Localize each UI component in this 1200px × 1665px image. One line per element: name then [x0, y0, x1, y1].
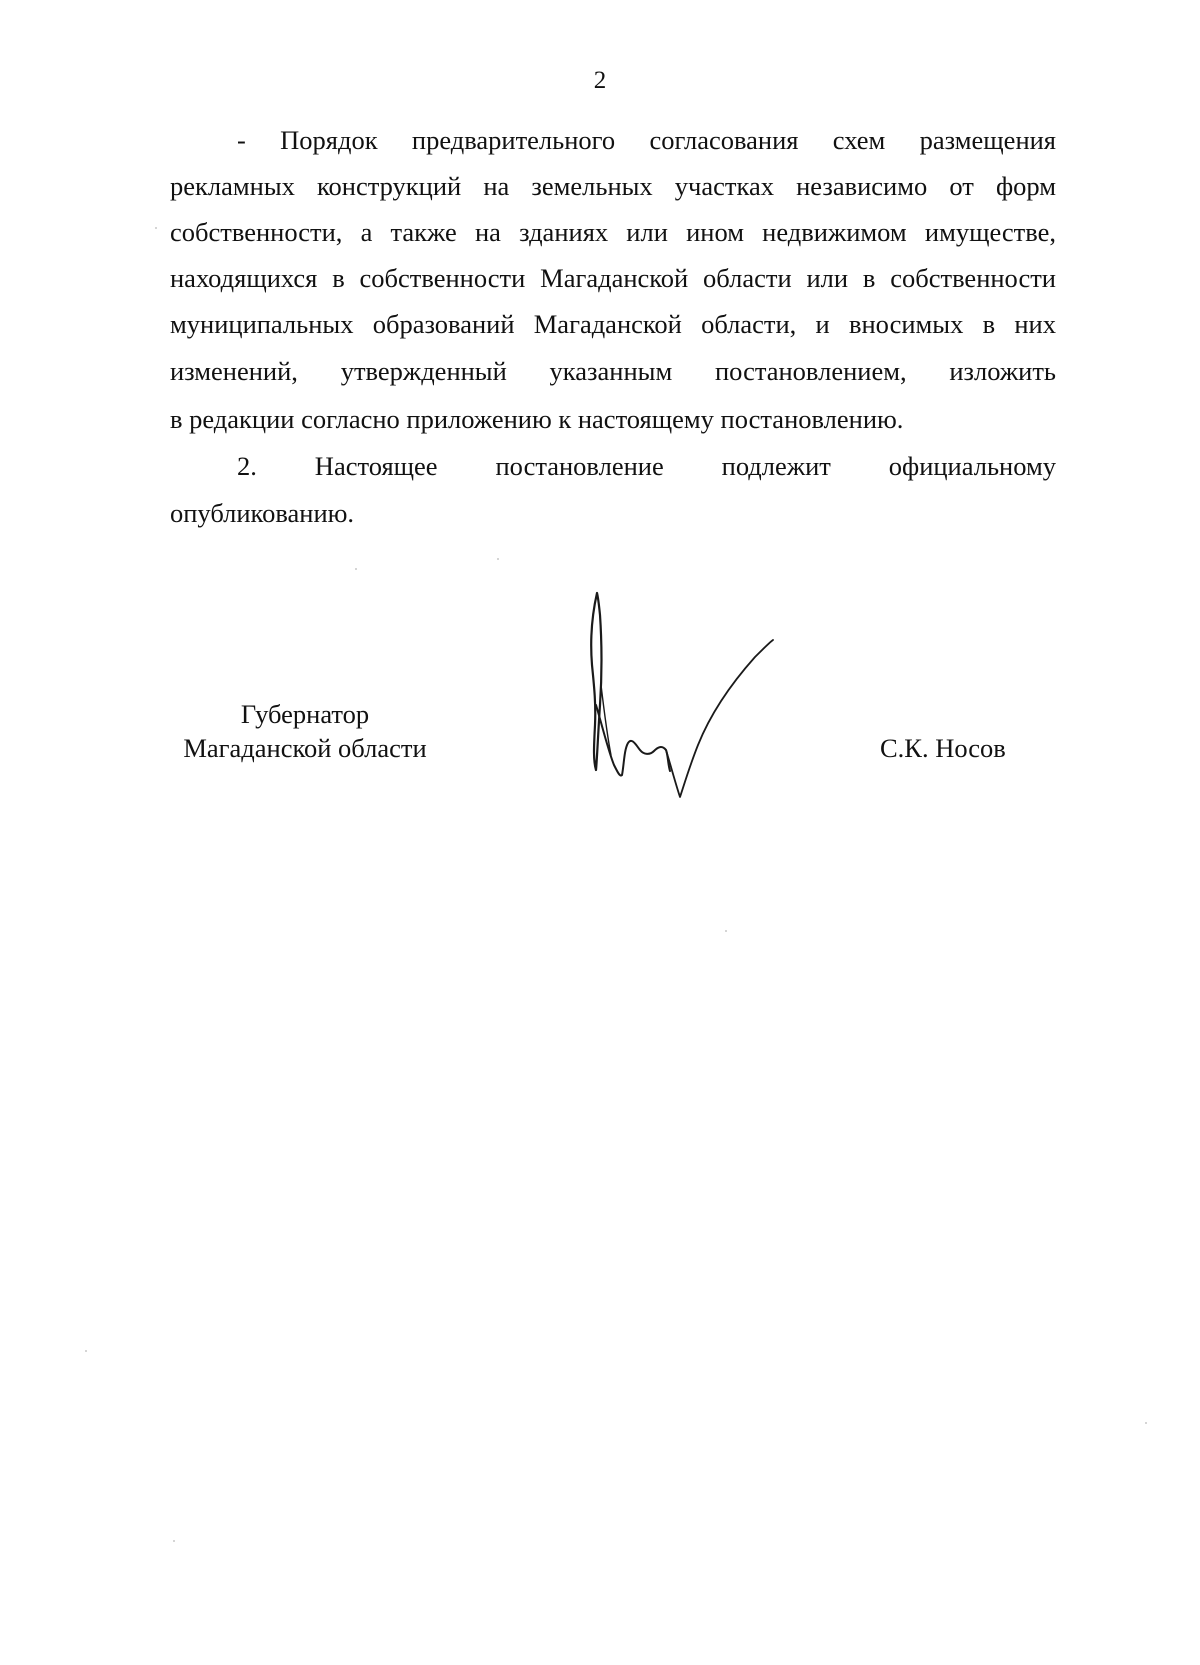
- paragraph-line: - Порядок предварительного согласования схем размещения: [237, 125, 1056, 155]
- scan-speck: [1145, 1422, 1147, 1424]
- scan-speck: [725, 930, 727, 932]
- paragraph-line: 2. Настоящее постановление подлежит официальному: [237, 451, 1056, 481]
- paragraph-line: в редакции согласно приложению к настоящему постановлению.: [170, 404, 904, 434]
- paragraph-line: опубликованию.: [170, 498, 355, 528]
- scan-speck: [497, 558, 499, 560]
- paragraph-line: находящихся в собственности Магаданской области или в собственности: [170, 263, 1056, 293]
- signer-title-line-2: Магаданской области: [183, 733, 427, 763]
- page-number: 2: [593, 67, 607, 94]
- paragraph-line: собственности, а также на зданиях или ином недвижимом имуществе,: [170, 217, 1056, 247]
- paragraph-line: рекламных конструкций на земельных участках независимо от форм: [170, 171, 1056, 201]
- signer-title-line-1: Губернатор: [240, 699, 370, 729]
- signer-name: С.К. Носов: [880, 733, 1006, 763]
- paragraph-line: изменений, утвержденный указанным постановлением, изложить: [170, 356, 1056, 386]
- handwritten-signature: [580, 585, 800, 815]
- scan-speck: [155, 227, 157, 229]
- scan-speck: [85, 1350, 87, 1352]
- scan-speck: [355, 568, 357, 570]
- scan-speck: [173, 1540, 175, 1542]
- paragraph-line: муниципальных образований Магаданской области, и вносимых в них: [170, 309, 1056, 339]
